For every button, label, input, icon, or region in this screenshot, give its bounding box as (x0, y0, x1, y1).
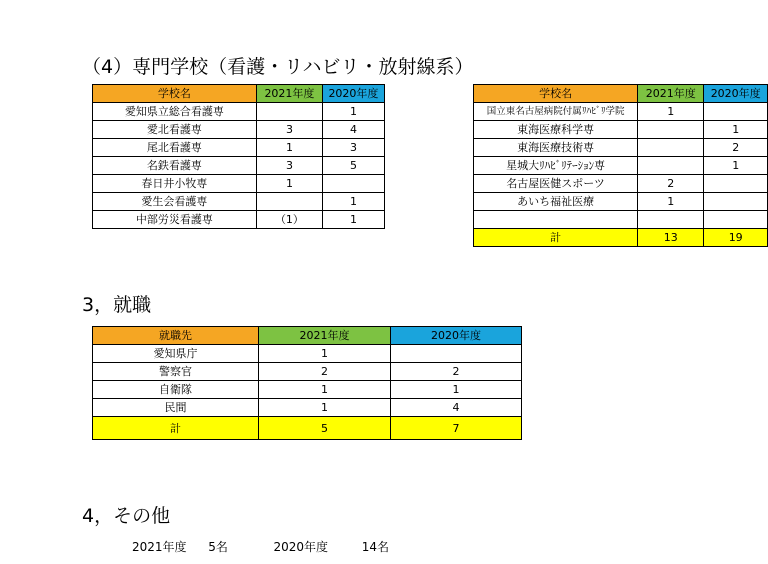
header-school-name-left: 学校名 (93, 85, 257, 103)
other-summary (132, 538, 389, 555)
count-2020: 3 (323, 139, 385, 157)
school-table (92, 84, 768, 247)
school-name: 愛北看護専 (93, 121, 257, 139)
table-row (93, 211, 768, 229)
count-2020: 4 (323, 121, 385, 139)
table-row (93, 345, 522, 363)
count-2021: 2 (259, 363, 391, 381)
header-2021-left: 2021年度 (256, 85, 322, 103)
total-2021: 13 (638, 229, 704, 247)
count-2021: 1 (638, 193, 704, 211)
table-row (93, 381, 522, 399)
header-2020-right: 2020年度 (704, 85, 768, 103)
count-2020 (704, 175, 768, 193)
school-table-header-row (93, 85, 768, 103)
total-2021: 5 (259, 417, 391, 440)
count-2020: 2 (391, 363, 522, 381)
count-2020: 4 (391, 399, 522, 417)
total-2020: 7 (391, 417, 522, 440)
header-2020: 2020年度 (391, 327, 522, 345)
table-gap (93, 229, 257, 247)
school-name: 名鉄看護専 (93, 157, 257, 175)
employer-name: 民間 (93, 399, 259, 417)
other-2021-label: 2021年度 (132, 540, 187, 554)
count-2020: 1 (704, 121, 768, 139)
header-2021: 2021年度 (259, 327, 391, 345)
section-heading-other: 4，その他 (82, 505, 171, 527)
table-row (93, 193, 768, 211)
count-2021 (638, 157, 704, 175)
table-row (93, 157, 768, 175)
table-gap (384, 157, 473, 175)
count-2021: 3 (256, 157, 322, 175)
total-label: 計 (93, 417, 259, 440)
school-name: 星城大ﾘﾊﾋﾞﾘﾃｰｼｮﾝ専 (474, 157, 638, 175)
count-2021: 2 (638, 175, 704, 193)
count-2020: 5 (323, 157, 385, 175)
header-2021-right: 2021年度 (638, 85, 704, 103)
count-2021: 1 (256, 139, 322, 157)
table-gap (384, 211, 473, 229)
header-2020-left: 2020年度 (323, 85, 385, 103)
school-name: 国立東名古屋病院付属ﾘﾊﾋﾞﾘ学院 (474, 103, 638, 121)
count-2020 (704, 103, 768, 121)
table-row (93, 121, 768, 139)
count-2021: （1） (256, 211, 322, 229)
count-2020 (323, 175, 385, 193)
total-2020: 19 (704, 229, 768, 247)
table-row (93, 139, 768, 157)
section-heading-employment: 3，就職 (82, 294, 152, 316)
count-2021 (638, 211, 704, 229)
other-2020-value: 14名 (361, 540, 389, 554)
school-name: 愛生会看護専 (93, 193, 257, 211)
table-gap (384, 85, 473, 103)
count-2020: 1 (323, 193, 385, 211)
table-gap (256, 229, 322, 247)
table-gap (384, 193, 473, 211)
count-2021 (256, 103, 322, 121)
count-2020: 1 (323, 211, 385, 229)
table-gap (384, 103, 473, 121)
employment-table (92, 326, 522, 440)
header-school-name-right: 学校名 (474, 85, 638, 103)
employer-name: 愛知県庁 (93, 345, 259, 363)
employer-name: 自衛隊 (93, 381, 259, 399)
section-heading-school: （4）専門学校（看護・リハビリ・放射線系） (82, 56, 474, 78)
table-gap (384, 121, 473, 139)
count-2021: 1 (259, 381, 391, 399)
school-name: 中部労災看護専 (93, 211, 257, 229)
count-2021 (638, 121, 704, 139)
school-name: 東海医療技術専 (474, 139, 638, 157)
school-name: 尾北看護専 (93, 139, 257, 157)
school-name: 春日井小牧専 (93, 175, 257, 193)
count-2021: 1 (259, 399, 391, 417)
school-name: 名古屋医健スポーツ (474, 175, 638, 193)
table-gap (384, 229, 473, 247)
table-gap (384, 139, 473, 157)
count-2020: 2 (704, 139, 768, 157)
school-name: 東海医療科学専 (474, 121, 638, 139)
other-2020-label: 2020年度 (273, 540, 329, 554)
table-gap (384, 175, 473, 193)
school-name: あいち福祉医療 (474, 193, 638, 211)
count-2021: 1 (638, 103, 704, 121)
table-row (93, 399, 522, 417)
count-2020 (391, 345, 522, 363)
other-2021-value: 5名 (208, 540, 228, 554)
employer-name: 警察官 (93, 363, 259, 381)
header-employer: 就職先 (93, 327, 259, 345)
school-name: 愛知県立総合看護専 (93, 103, 257, 121)
count-2020 (704, 193, 768, 211)
count-2020: 1 (704, 157, 768, 175)
table-gap (323, 229, 385, 247)
count-2020: 1 (391, 381, 522, 399)
table-row (93, 103, 768, 121)
employment-table-header-row (93, 327, 522, 345)
table-row (93, 363, 522, 381)
school-name (474, 211, 638, 229)
count-2021: 3 (256, 121, 322, 139)
count-2021: 1 (259, 345, 391, 363)
count-2021 (256, 193, 322, 211)
total-label: 計 (474, 229, 638, 247)
count-2020 (704, 211, 768, 229)
table-row (93, 175, 768, 193)
count-2021 (638, 139, 704, 157)
count-2020: 1 (323, 103, 385, 121)
school-total-row (93, 229, 768, 247)
employment-total-row (93, 417, 522, 440)
count-2021: 1 (256, 175, 322, 193)
